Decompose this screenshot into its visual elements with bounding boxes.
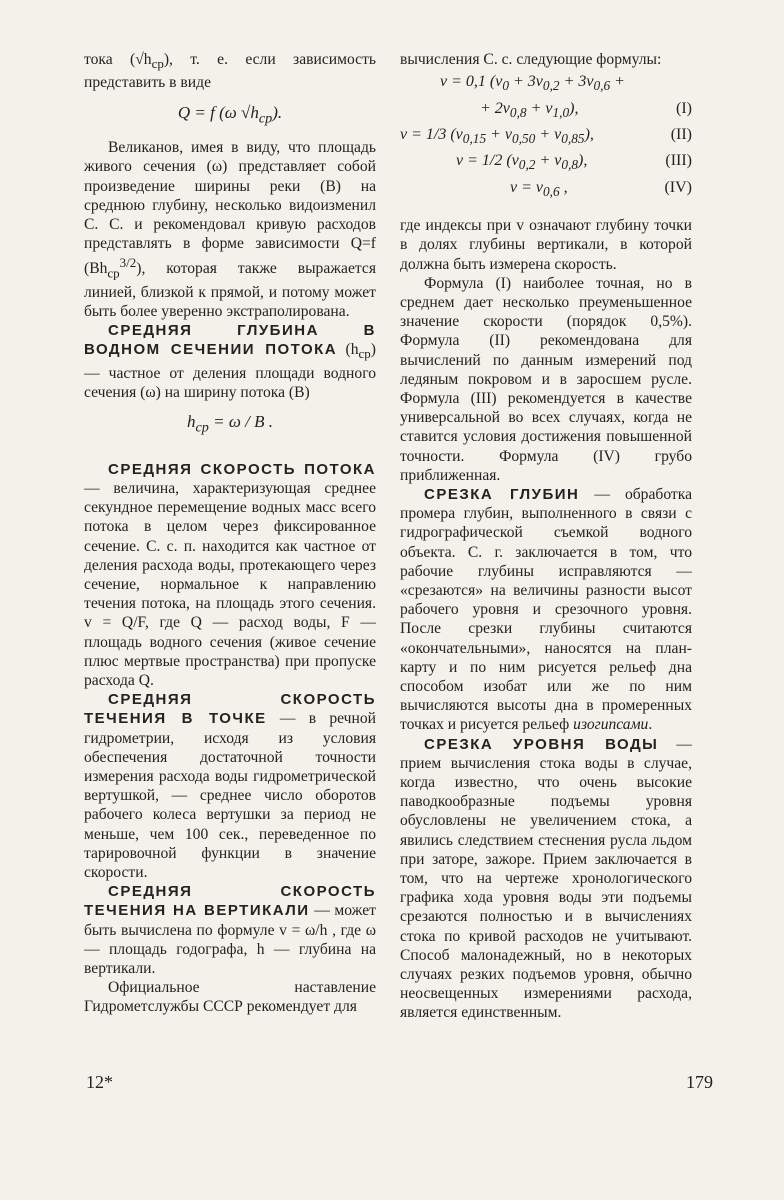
entry-heading: СРЕДНЯЯ СКОРОСТЬ ТЕЧЕНИЯ НА ВЕРТИКАЛИ	[84, 883, 376, 920]
paragraph: где индексы при v означают глубину точки в долях глубины вертикали, в которой должна быть измерена скорость.	[400, 217, 692, 273]
formula-number: (I)	[676, 99, 692, 117]
entry-srezka-urovnya	[400, 735, 692, 1023]
signature-mark: 12*	[86, 1072, 113, 1092]
paragraph: вычисления С. с. следующие формулы:	[400, 51, 662, 68]
formula-number: (III)	[665, 152, 692, 170]
formula: + $2v_{0,8} + v_{1,0}$), (I)	[400, 99, 692, 122]
entry-heading: СРЕДНЯЯ СКОРОСТЬ ПОТОКА	[108, 460, 376, 478]
right-column	[400, 50, 692, 1023]
entry-text: $(h_{ср})$ — частное от деления площади водного сечения (ω) на ширину потока (B)	[84, 341, 376, 401]
entry-srednyaya-skorost-potoka	[84, 460, 376, 690]
formula: v = 0,1 ($v_0 + 3v_{0,2} + 3v_{0,6}$ +	[440, 73, 625, 94]
left-column	[84, 50, 376, 1017]
formula: $v = v_{0,6}$ , (IV)	[400, 178, 692, 201]
entry-text: — величина, характеризующая среднее секундное перемещение водных масс всего потока в целом через фиксированное сечение. С. с. п. находится как частное от деления расхода воды, протекающего через сечение, нормальное к направлению течения потока, на площадь этого сечения. v = Q/F, где Q — расход воды, F — площадь водного сечения (живое сечение плюс мертвые пространства) при пропуске расхода Q.	[84, 479, 376, 689]
entry-text: — в речной гидрометрии, исходя из условия обеспечения достаточной точности измерения расхода воды гидрометрической вертушкой, — среднее число оборотов рабочего колеса вертушки за период не меньше, чем 100 сек., переведенное по тарировочной функции в значение скорости.	[84, 710, 377, 882]
entry-skorost-na-vertikali	[84, 882, 376, 978]
paragraph: Великанов, имея в виду, что площадь живого сечения (ω) представляет собой произведение ширины реки (B) на среднюю глубину, несколько видоизменил С. С. и рекомендовал кривую расходов представлять в форме зависимости Q=f $(Bh_{ср}^{3/2})$, которая также выражается линией, близкой к прямой, и потому может быть более уверенно экстраполирована.	[84, 139, 376, 321]
entry-text: — может быть вычислена по формуле v = ω/h , где ω — площадь годографа, h — глубина на вертикали.	[84, 902, 376, 978]
formula: v = 1/2 $(v_{0,2} + v_{0,8})$, (III)	[400, 151, 692, 174]
paragraph: тока $(√h_{ср})$, т. е. если зависимость представить в виде	[84, 51, 376, 92]
entry-heading: СРЕЗКА УРОВНЯ ВОДЫ	[424, 735, 659, 753]
entry-heading: СРЕЗКА ГЛУБИН	[424, 486, 580, 503]
entry-srezka-glubin	[400, 485, 692, 735]
formula: Q = f (ω $√h_{ср}$).	[177, 102, 283, 126]
formula: $h_{ср} = \omega / B$ .	[187, 412, 273, 436]
entry-srednyaya-glubina	[84, 321, 376, 402]
formula: v = 1/3 $(v_{0,15} + v_{0,50} + v_{0,85})$, (II)	[400, 125, 692, 148]
formula-number: (IV)	[664, 178, 692, 196]
entry-skorost-v-tochke	[84, 690, 376, 882]
entry-text: — обработка промера глубин, выполненного в связи с гидрографической съемкой водного объекта. С. г. заключается в том, что рабочие глубины исправляются — «срезаются» на величины разности высот рабочего уровня и срезочного уровня. После срезки глубины считаются «окончательными», наносятся на план-карту и по ним рисуется рельеф дна способом изобат или же по ним вычисляются высоты дна в промеренных точках и рисуется рельеф изогипсами.	[400, 486, 692, 734]
entry-text: — прием вычисления стока воды в случае, когда известно, что очень высокие паводкообразные подъемы уровня обусловлены не увеличением стока, а явились следствием стеснения русла льдом при заторе, зажоре. Прием заключается в том, что на чертеже хронологического графика хода уровня воды эти подъемы срезаются полностью и в вычислениях стока по кривой расходов не учитывают. Способ малонадежный, но в некоторых случаях резких подъемов уровня, обычно неосвещенных измерениями расхода, является единственным.	[400, 735, 692, 1022]
formula-number: (II)	[670, 125, 692, 143]
entry-heading: СРЕДНЯЯ СКОРОСТЬ ТЕЧЕНИЯ В ТОЧКЕ	[84, 691, 376, 728]
paragraph: Формула (I) наиболее точная, но в среднем дает несколько преуменьшенное значение скорости (порядок 0,5%). Формула (II) рекомендована для вычислений по данным измерений под ледяным покровом и в заросшем русле. Формула (III) рекомендуется в качестве универсальной во всех случаях, когда не ставится условия достижения повышенной точности. Формула (IV) грубо приближенная.	[400, 274, 692, 484]
paragraph: Официальное наставление Гидрометслужбы СССР рекомендует для	[84, 979, 376, 1016]
entry-heading: СРЕДНЯЯ ГЛУБИНА В ВОДНОМ СЕЧЕНИИ ПОТОКА	[84, 322, 376, 359]
page-number: 179	[686, 1072, 713, 1092]
